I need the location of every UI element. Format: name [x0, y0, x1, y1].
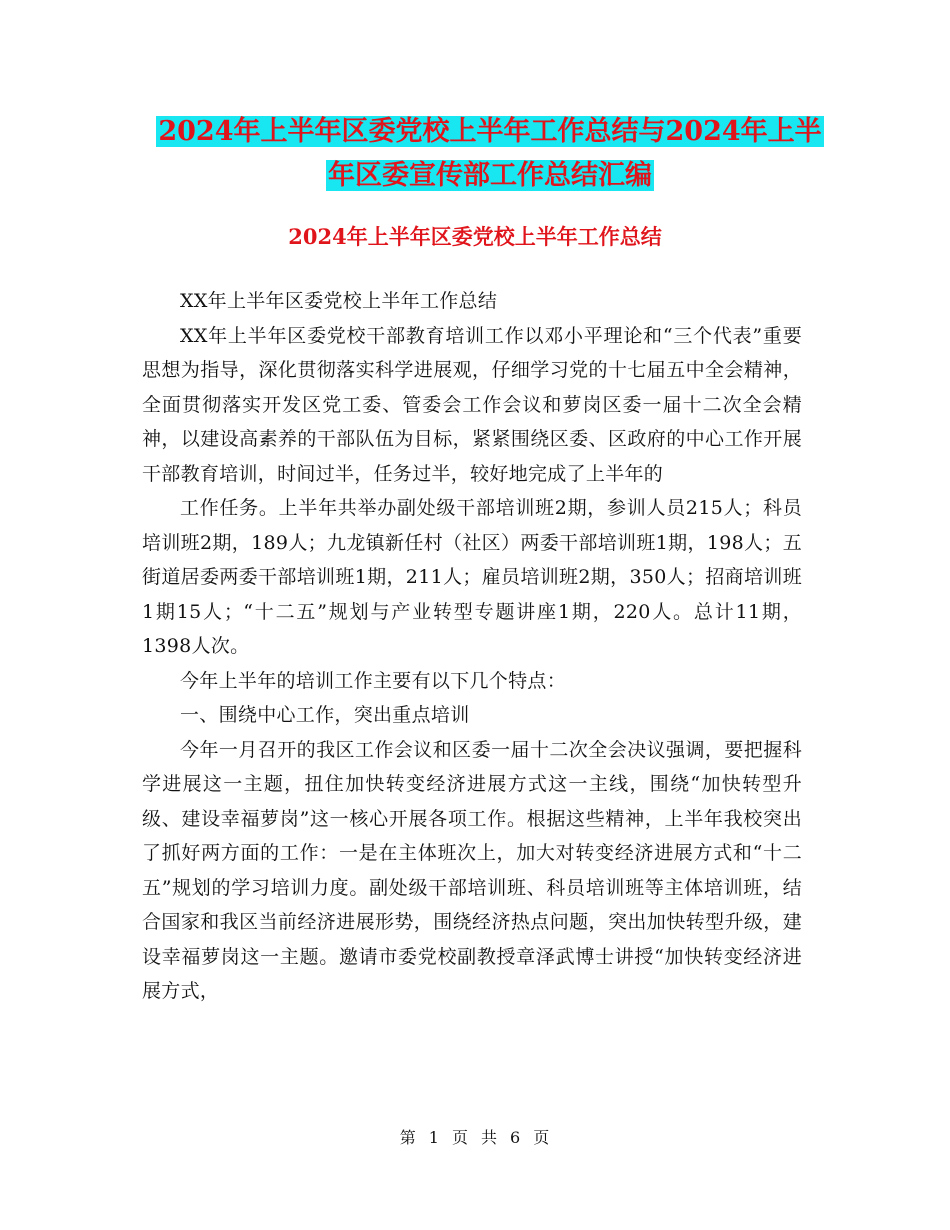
main-title-highlight-2: 年区委宣传部工作总结汇编: [328, 160, 652, 191]
paragraph-intro: XX年上半年区委党校干部教育培训工作以邓小平理论和“三个代表”重要思想为指导，深化贯彻落实科学进展观，仔细学习党的十七届五中全会精神，全面贯彻落实开发区党工委、管委会工作会议和萝岗区委一届十二次全会精神，以建设高素养的干部队伍为目标，紧紧围绕区委、区政府的中心工作开展干部教育培训，时间过半，任务过半，较好地完成了上半年的: [142, 324, 802, 485]
footer-label-end: 页: [533, 1128, 551, 1147]
page-footer: [0, 1125, 950, 1148]
body-text: [142, 284, 802, 1009]
paragraph-tasks: 工作任务。上半年共举办副处级干部培训班2期，参训人员215人；科员培训班2期，189人；九龙镇新任村（社区）两委干部培训班1期，198人；五街道居委两委干部培训班1期，211人；雇员培训班2期，350人；招商培训班1期15人；“十二五”规划与产业转型专题讲座1期，220人。总计11期，1398人次。: [142, 497, 802, 657]
main-title-line-1: [140, 110, 840, 154]
main-title-highlight-1: 2024年上半年区委党校上半年工作总结与2024年上半: [158, 116, 822, 147]
footer-label-total: 共: [481, 1128, 499, 1147]
paragraph-section-1: 今年一月召开的我区工作会议和区委一届十二次全会决议强调，要把握科学进展这一主题，扭住加快转变经济进展方式这一主线，围绕“加快转型升级、建设幸福萝岗”这一核心开展各项工作。根据这些精神，上半年我校突出了抓好两方面的工作：一是在主体班次上，加大对转变经济进展方式和“十二五”规划的学习培训力度。副处级干部培训班、科员培训班等主体培训班，结合国家和我区当前经济进展形势，围绕经济热点问题，突出加快转型升级，建设幸福萝岗这一主题。邀请市委党校副教授章泽武博士讲授“加快转变经济进展方式，: [142, 738, 802, 1002]
footer-total-pages: 6: [510, 1128, 522, 1147]
footer-current-page: 1: [428, 1128, 440, 1147]
footer-label-of: 页: [451, 1128, 469, 1147]
main-title-line-2: [140, 154, 840, 198]
footer-label-page: 第: [399, 1128, 417, 1147]
paragraph-heading-1: 一、围绕中心工作，突出重点培训: [180, 704, 470, 726]
paragraph-subtitle: XX年上半年区委党校上半年工作总结: [180, 290, 498, 312]
section-title: 2024年上半年区委党校上半年工作总结: [288, 224, 662, 249]
paragraph-features: 今年上半年的培训工作主要有以下几个特点：: [180, 669, 567, 692]
